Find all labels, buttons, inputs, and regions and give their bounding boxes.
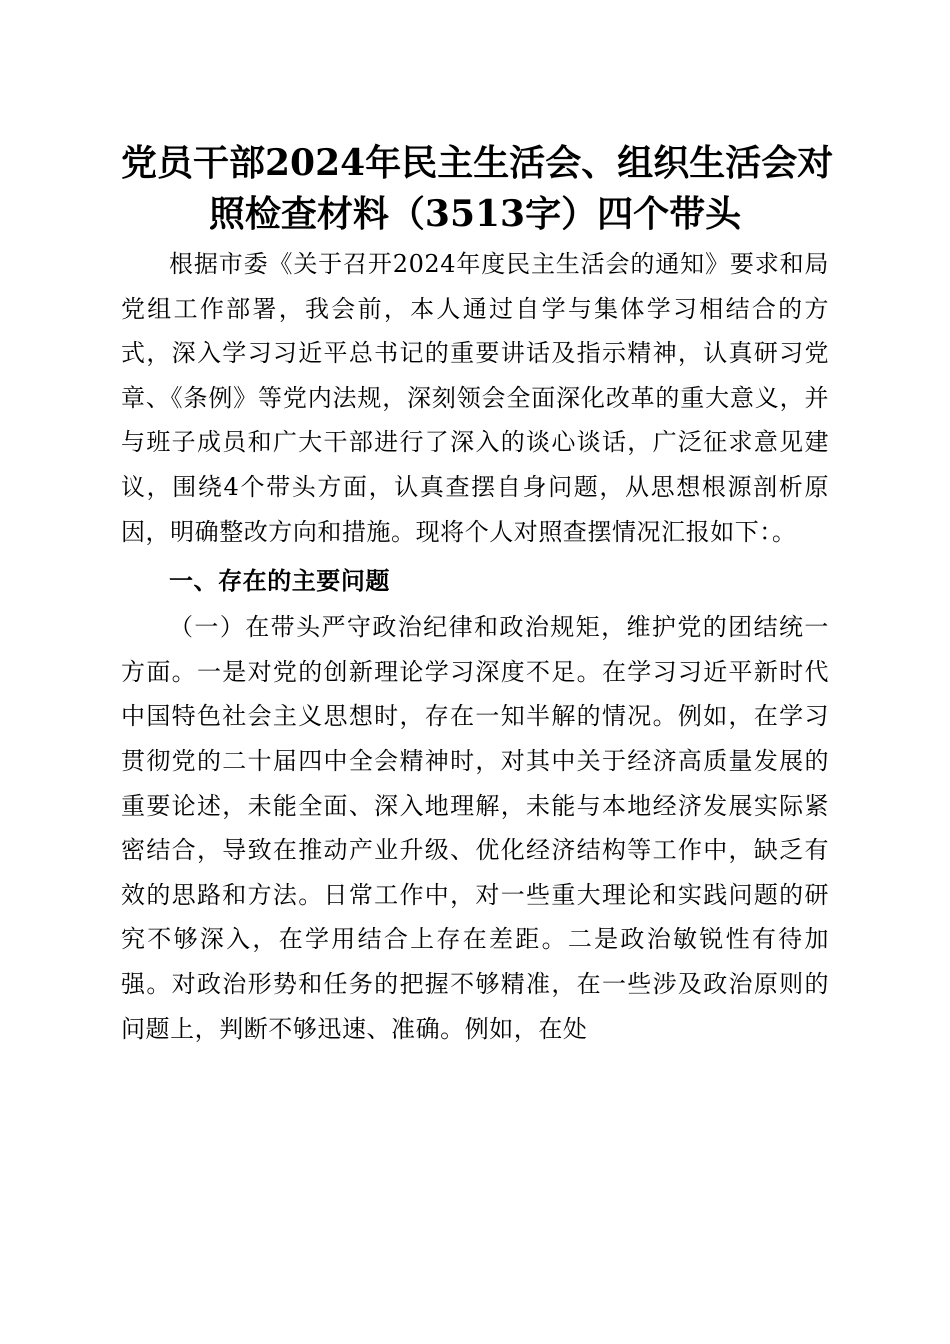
document-title-line-1: 党员干部2024年民主生活会、组织生活会对 xyxy=(121,142,834,184)
section-heading-main-problems: 一、存在的主要问题 xyxy=(169,567,390,596)
document-page xyxy=(121,138,834,1051)
intro-paragraph: 根据市委《关于召开2024年度民主生活会的通知》要求和局党组工作部署，我会前，本人通过自学与集体学习相结合的方式，深入学习习近平总书记的重要讲话及指示精神，认真研习党章、《条例》等党内法规，深刻领会全面深化改革的重大意义，并与班子成员和广大干部进行了深入的谈心谈话，广泛征求意见建议，围绕4个带头方面，认真查摆自身问题，从思想根源剖析原因，明确整改方向和措施。现将个人对照查摆情况汇报如下：。 xyxy=(121,250,829,546)
document-title xyxy=(121,138,834,240)
section-paragraph-political-discipline: （一）在带头严守政治纪律和政治规矩，维护党的团结统一方面。一是对党的创新理论学习深度不足。在学习习近平新时代中国特色社会主义思想时，存在一知半解的情况。例如，在学习贯彻党的二十届四中全会精神时，对其中关于经济高质量发展的重要论述，未能全面、深入地理解，未能与本地经济发展实际紧密结合，导致在推动产业升级、优化经济结构等工作中，缺乏有效的思路和方法。日常工作中，对一些重大理论和实践问题的研究不够深入，在学用结合上存在差距。二是政治敏锐性有待加强。对政治形势和任务的把握不够精准，在一些涉及政治原则的问题上，判断不够迅速、准确。例如，在处 xyxy=(121,613,829,1043)
document-title-line-2: 照检查材料（3513字）四个带头 xyxy=(208,193,742,235)
